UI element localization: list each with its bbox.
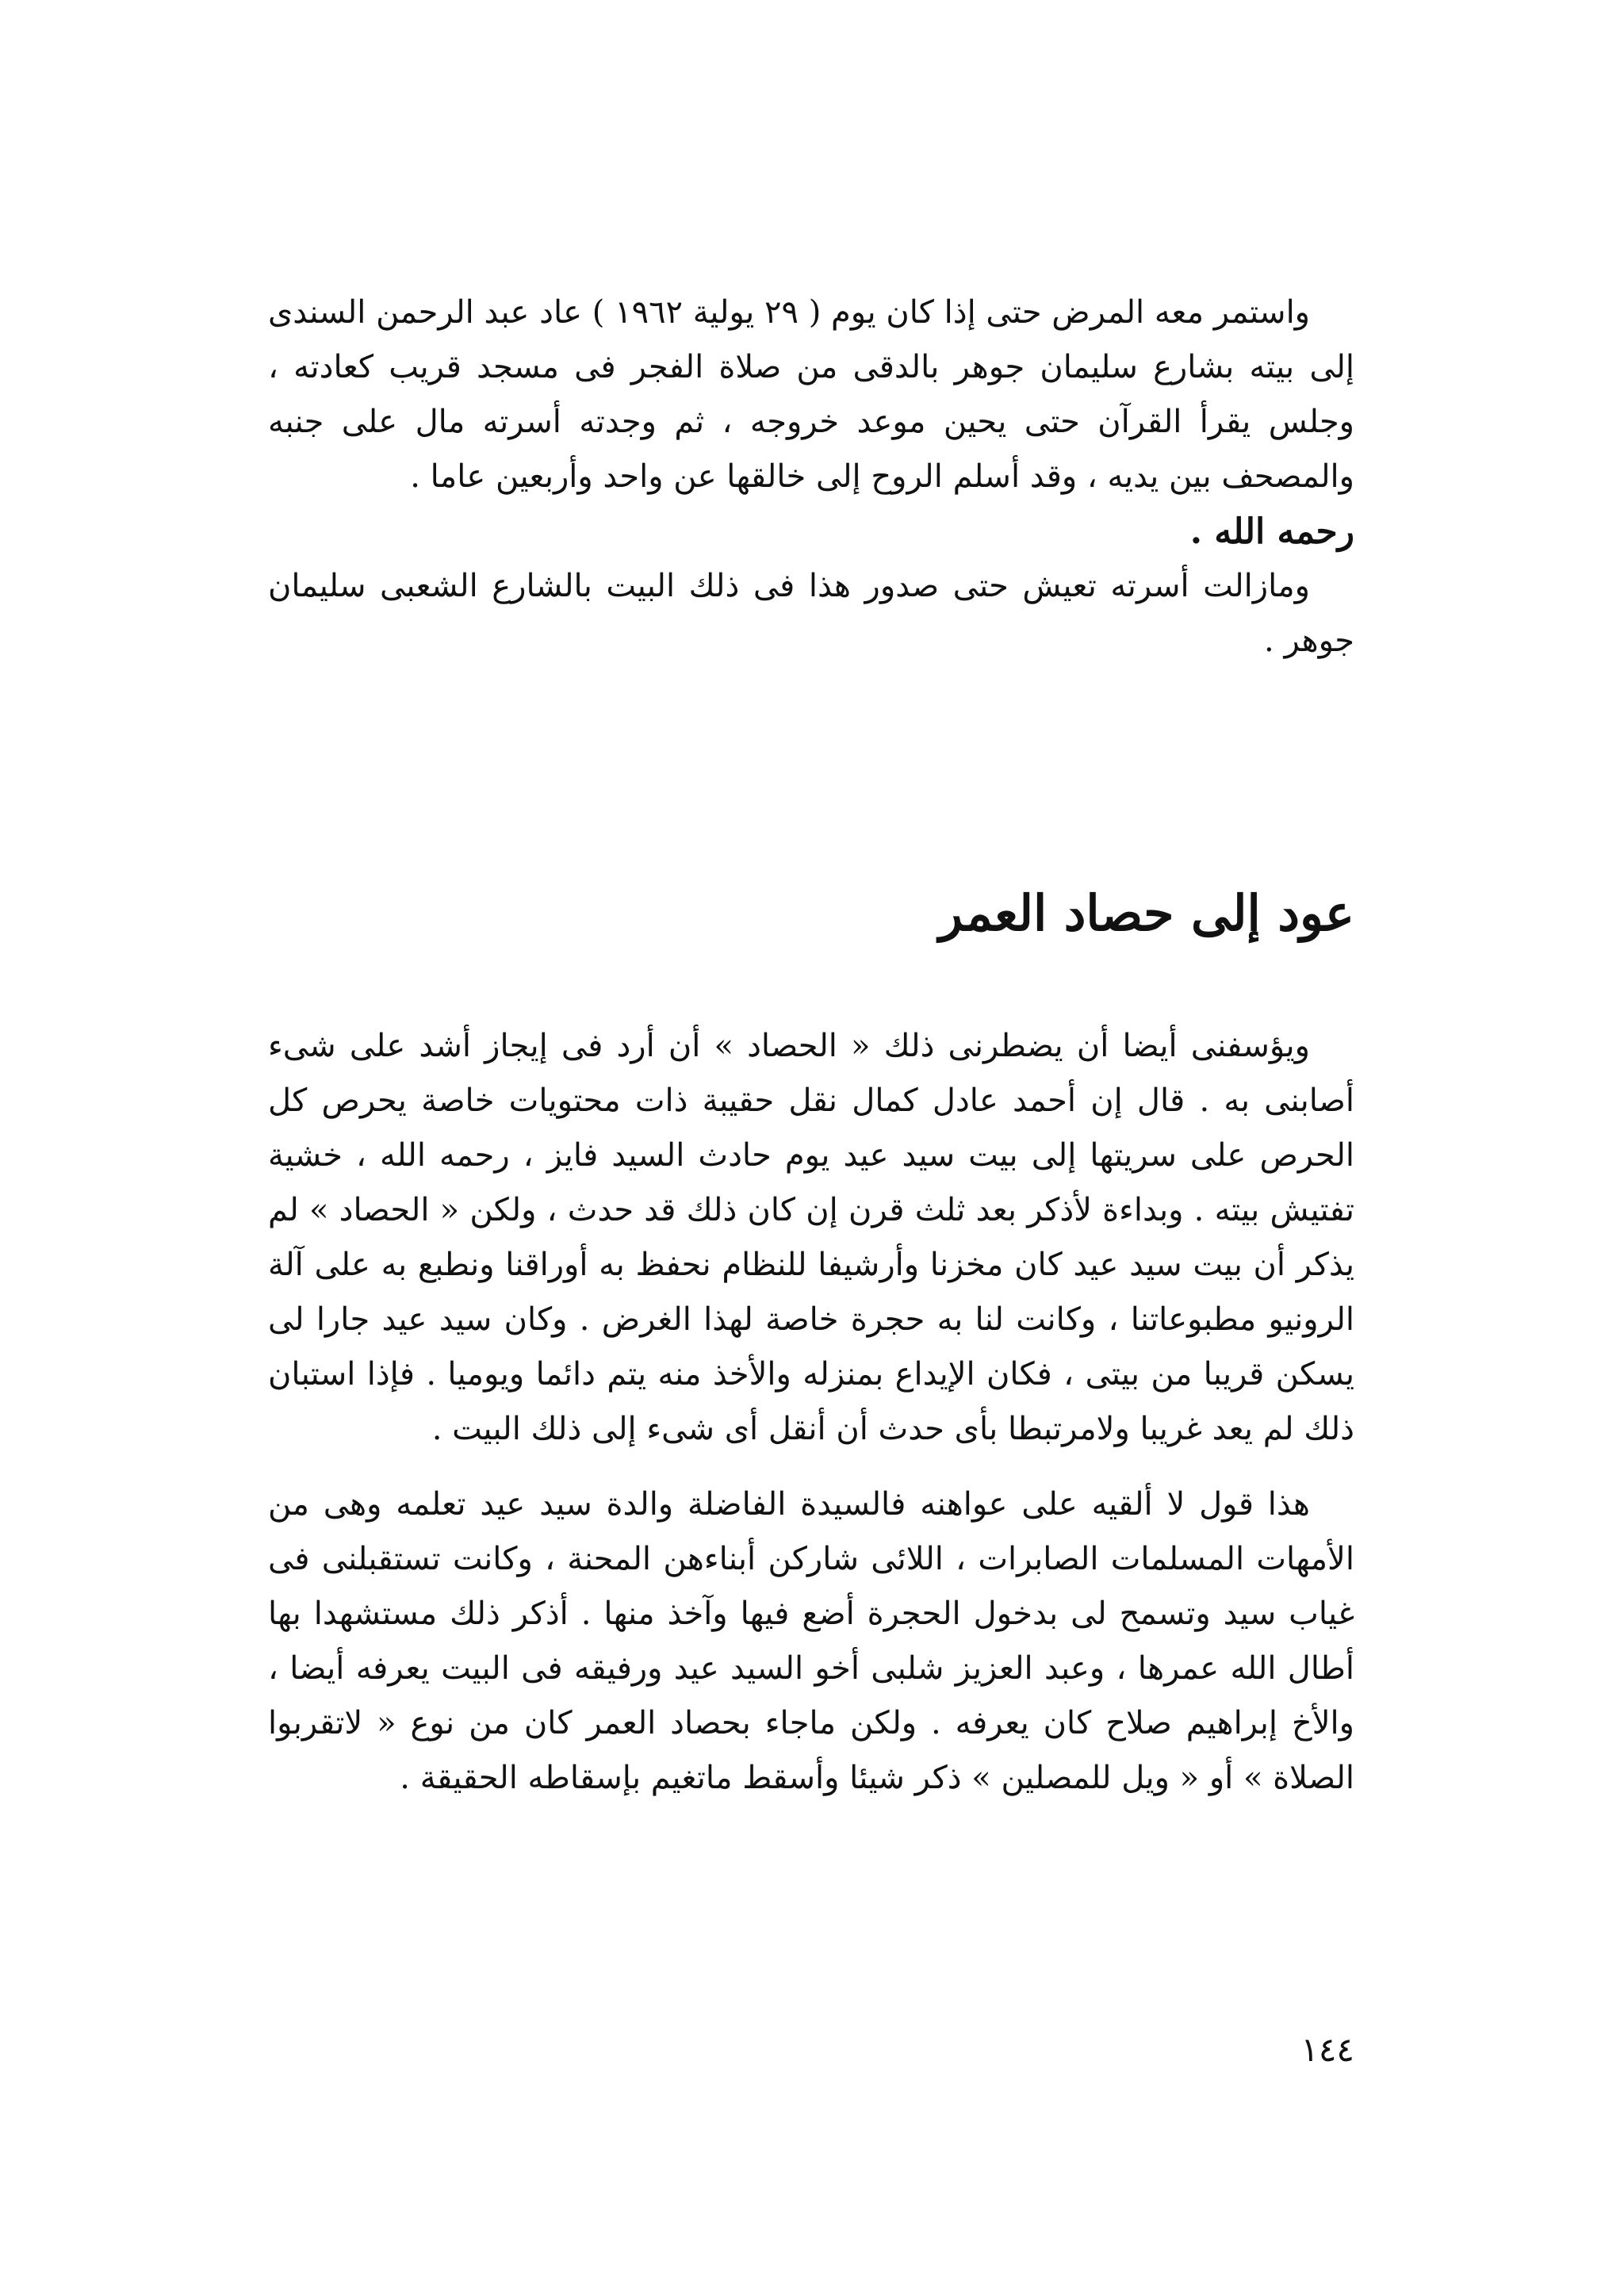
- signoff-line: رحمه الله .: [1189, 511, 1354, 552]
- section-text-block: [268, 1019, 1354, 1806]
- page-number: ١٤٤: [1300, 2030, 1354, 2069]
- section-title: عود إلى حصاد العمر: [939, 884, 1354, 942]
- paragraph: هذا قول لا ألقيه على عواهنه فالسيدة الفاضلة والدة سيد عيد تعلمه وهى من الأمهات المسلمات الصابرات ، اللائى شاركن أبناءهن المحنة ، وكانت تستقبلنى فى غياب سيد وتسمح لى بدخول الحجرة أضع فيها وآخذ منها . أذكر ذلك مستشهدا بها أطال الله عمرها ، وعبد العزيز شلبى أخو السيد عيد ورفيقه فى البيت يعرفه أيضا ، والأخ إبراهيم صلاح كان يعرفه . ولكن ماجاء بحصاد العمر كان من نوع « لاتقربوا الصلاة » أو « ويل للمصلين » ذكر شيئا وأسقط ماتغيم بإسقاطه الحقيقة .: [268, 1486, 1354, 1796]
- paragraph: ويؤسفنى أيضا أن يضطرنى ذلك « الحصاد » أن أرد فى إيجاز أشد على شىء أصابنى به . قال إن أحمد عادل كمال نقل حقيبة ذات محتويات خاصة يحرص كل الحرص على سريتها إلى بيت سيد عيد يوم حادث السيد فايز ، رحمه الله ، خشية تفتيش بيته . وبداءة لأذكر بعد ثلث قرن إن كان ذلك قد حدث ، ولكن « الحصاد » لم يذكر أن بيت سيد عيد كان مخزنا وأرشيفا للنظام نحفظ به أوراقنا ونطبع به على آلة الرونيو مطبوعاتنا ، وكانت لنا به حجرة خاصة لهذا الغرض . وكان سيد عيد جارا لى يسكن قريبا من بيتى ، فكان الإيداع بمنزله والأخذ منه يتم دائما ويوميا . فإذا استبان ذلك لم يعد غريبا ولامرتبطا بأى حدث أن أنقل أى شىء إلى ذلك البيت .: [268, 1028, 1354, 1447]
- paragraph: واستمر معه المرض حتى إذا كان يوم ( ٢٩ يولية ١٩٦٢ ) عاد عبد الرحمن السندى إلى بيته بشارع سليمان جوهر بالدقى من صلاة الفجر فى مسجد قريب كعادته ، وجلس يقرأ القرآن حتى يحين موعد خروجه ، ثم وجدته أسرته مال على جنبه والمصحف بين يديه ، وقد أسلم الروح إلى خالقها عن واحد وأربعين عاما .: [268, 294, 1355, 495]
- paragraph: ومازالت أسرته تعيش حتى صدور هذا فى ذلك البيت بالشارع الشعبى سليمان جوهر .: [268, 568, 1354, 659]
- top-text-block: [268, 285, 1354, 669]
